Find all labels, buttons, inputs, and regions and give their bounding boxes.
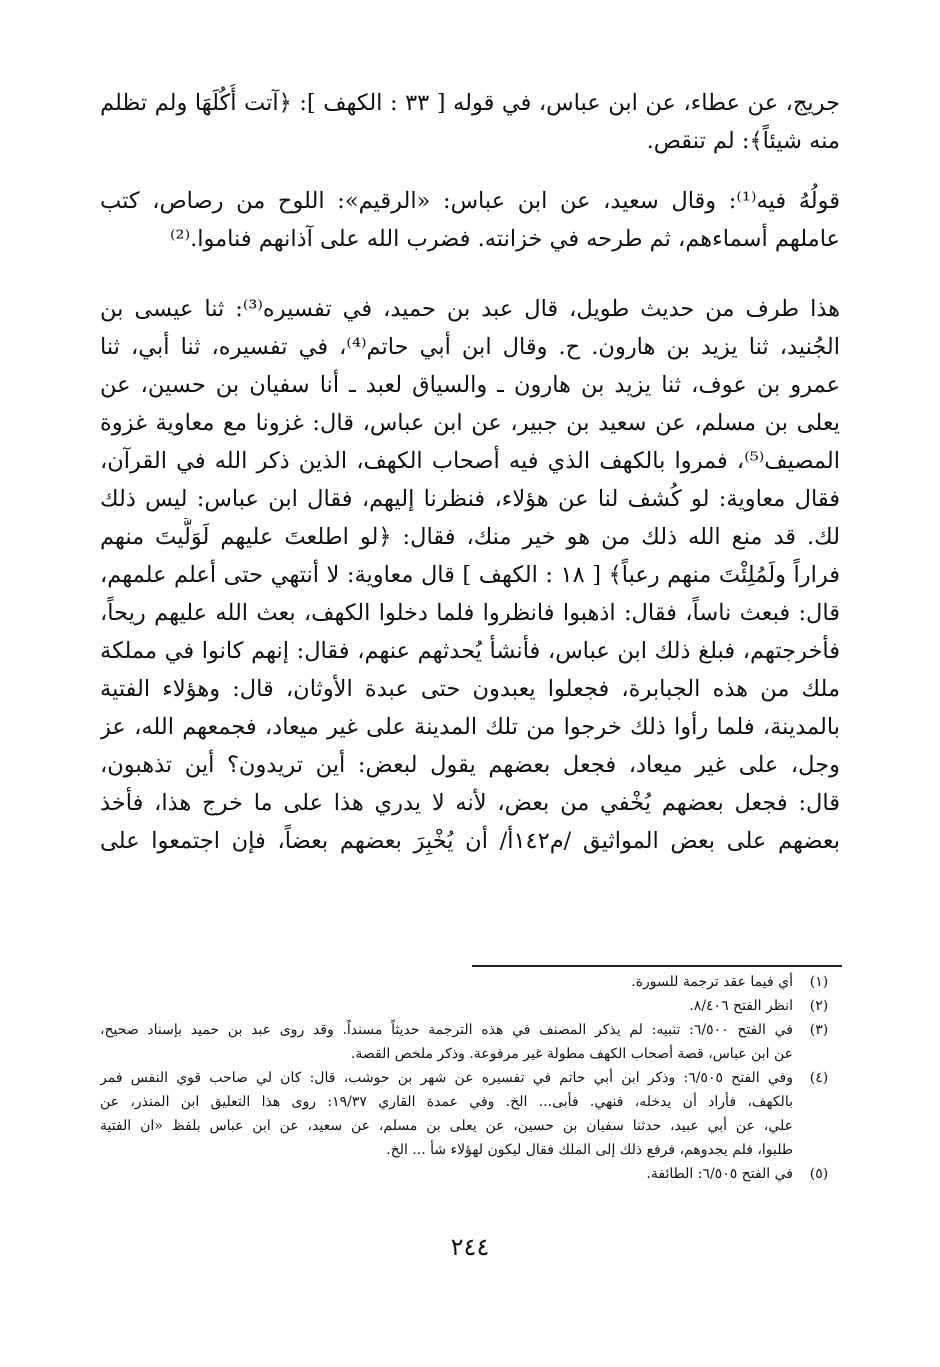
text-line: منه شيئاً﴾: لم تنقص.: [646, 128, 840, 154]
footnote-1: [100, 970, 845, 994]
text-line: لك. قد منع الله ذلك من هو خير منك، فقال: ﴿لو اطلعتَ عليهم لَوَلَّيتَ منهم: [100, 524, 840, 550]
footnote-line: في الفتح ٦/٥٠٠: تنبيه: لم يذكر المصنف في هذه الترجمة حديثاً مسنداً. وقد روى عبد بن حميد بإسناد صحيح،: [100, 1022, 793, 1038]
footnote-number: (١): [809, 974, 829, 990]
footnote-2: [100, 994, 845, 1018]
text-line: ملك من هذه الجبابرة، فجعلوا يعبدون حتى عبدة الأوثان، قال: وهؤلاء الفتية: [100, 676, 840, 702]
footnote-line: في الفتح ٦/٥٠٥: الطائفة.: [646, 1166, 793, 1182]
footnote-5: [100, 1162, 845, 1186]
text-line: فقال معاوية: لو كُشف لنا عن هؤلاء، فنظرنا إليهم، فقال ابن عباس: ليس ذلك: [100, 486, 840, 512]
text-line: وجل، على غير ميعاد، فجعل بعضهم يقول لبعض: أين تريدون؟ أين تذهبون،: [100, 752, 840, 778]
footnote-line: بالكهف، فأراد أن يدخله، فنهي. فأبى... الخ. وفي عمدة القاري ١٩/٣٧: روى هذا التعليق ابن المنذر، عن: [100, 1094, 793, 1110]
text-line: قال: فبعث ناساً، فقال: اذهبوا فانظروا فلما دخلوا الكهف، بعث الله عليهم ريحاً،: [100, 600, 840, 626]
text-line: قولُهُ فيه⁽¹⁾: وقال سعيد، عن ابن عباس: «الرقيم»: اللوح من رصاص، كتب: [100, 188, 840, 214]
footnote-3: [100, 1018, 845, 1066]
footnote-number: (٤): [809, 1070, 829, 1086]
text-line: قال: فجعل بعضهم يُخْفي من بعض، لأنه لا يدري هذا على ما خرج هذا، فأخذ: [100, 790, 840, 816]
text-line: فراراً ولَمُلِئْتَ منهم رعباً﴾ [ ١٨ : الكهف ] قال معاوية: لا أنتهي حتى أعلم علمهم،: [100, 562, 840, 588]
page-number: ٢٤٤: [450, 1233, 490, 1261]
footnote-number: (٥): [809, 1166, 829, 1182]
text-line: هذا طرف من حديث طويل، قال عبد بن حميد، في تفسيره⁽³⁾: ثنا عيسى بن: [100, 296, 840, 322]
footnotes: [100, 970, 845, 1186]
text-line: فأخرجتهم، فبلغ ذلك ابن عباس، فأنشأ يُحدثهم عنهم، فقال: إنهم كانوا في مملكة: [100, 638, 840, 664]
footnote-line: وفي الفتح ٦/٥٠٥: وذكر ابن أبي حاتم في تفسيره عن شهر بن حوشب، قال: كان لي صاحب قوي النفس فمر: [100, 1070, 793, 1086]
paragraph-2: [100, 182, 840, 258]
footnote-number: (٢): [809, 998, 829, 1014]
text-line: عاملهم أسماءهم، ثم طرحه في خزانته. فضرب الله على آذانهم فناموا.⁽²⁾: [170, 226, 840, 252]
text-line: بعضهم على بعض المواثيق /م١٤٢أ/ أن يُخْبِرَ بعضهم بعضاً، فإن اجتمعوا على: [100, 828, 840, 854]
footnote-line: أي فيما عقد ترجمة للسورة.: [631, 974, 793, 990]
footnote-4: [100, 1066, 845, 1162]
text-line: جريج، عن عطاء، عن ابن عباس، في قوله [ ٣٣ : الكهف ]: ﴿آتت أُكُلَهَا ولم تظلم: [100, 90, 840, 116]
text-line: يعلى بن مسلم، عن سعيد بن جبير، عن ابن عباس، قال: غزونا مع معاوية غزوة: [100, 410, 840, 436]
footnote-separator: [472, 965, 842, 967]
footnote-line: طلبوا، فلم يجدوهم، فرفع ذلك إلى الملك فقال ليكون لهؤلاء شأ ... الخ.: [386, 1142, 793, 1158]
footnote-line: علي، عن أبي عبيد، حدثنا سفيان بن حسين، عن يعلى بن مسلم، عن سعيد، عن ابن عباس بلفظ «ان الفتية: [100, 1118, 793, 1134]
text-line: المصيف⁽⁵⁾، فمروا بالكهف الذي فيه أصحاب الكهف، الذين ذكر الله في القرآن،: [100, 448, 840, 474]
footnote-line: عن ابن عباس، قصة أصحاب الكهف مطولة غير مرفوعة. وذكر ملخص القصة.: [350, 1046, 793, 1062]
text-line: عمرو بن عوف، ثنا يزيد بن هارون ـ والسياق لعبد ـ أنا سفيان بن حسين، عن: [100, 372, 840, 398]
footnote-number: (٣): [809, 1022, 829, 1038]
paragraph-3: [100, 290, 840, 860]
footnote-line: انظر الفتح ٨/٤٠٦.: [689, 998, 793, 1014]
text-line: بالمدينة، فلما رأوا ذلك خرجوا من تلك المدينة على غير ميعاد، فجمعهم الله، عز: [100, 714, 840, 740]
text-line: الجُنيد، ثنا يزيد بن هارون. ح. وقال ابن أبي حاتم⁽⁴⁾، في تفسيره، ثنا أبي، ثنا: [100, 334, 840, 360]
paragraph-1: [100, 84, 840, 160]
